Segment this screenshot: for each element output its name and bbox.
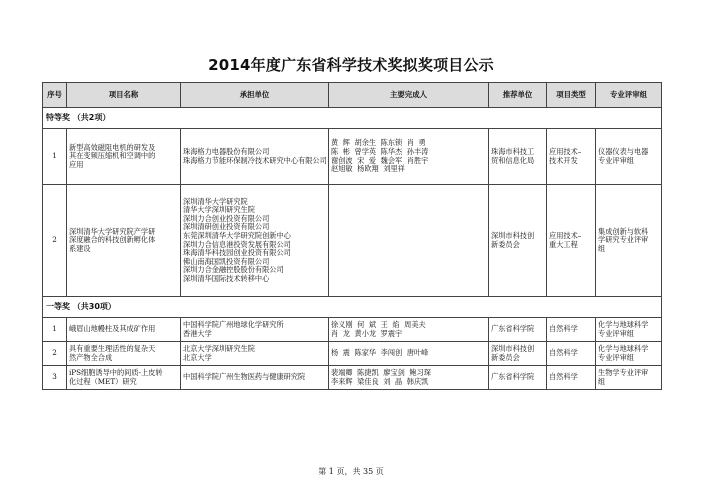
cell-line: 裴端卿 陈捷凯 廖宝剑 鲍习琛 [331,367,431,377]
cell-line: iPS细胞诱导中的间质-上皮转 [69,367,163,377]
section-row [43,297,662,318]
section-label-first: 一等奖 （共30项） [43,297,662,318]
cell-line: 贸和信息化局 [491,155,535,165]
cell-line: 珠海清华科技园创业投资有限公司 [183,248,291,258]
cell-line: 深圳力合创业投资有限公司 [183,213,270,223]
cell-line: 自然科学 [549,348,578,358]
cell-line: 新委员会 [491,352,520,362]
cell-recommender [489,185,547,297]
cell-line: 生物学专业评审 [598,367,649,377]
cell-line: 峨眉山地幔柱及其成矿作用 [69,324,156,334]
cell-recommender [489,129,547,185]
cell-line: 深圳清华大学研究院产学研 [69,226,156,236]
cell-line: 其在变频压缩机和空调中的 [69,151,156,161]
cell-units [181,318,329,342]
cell-line: 深圳清研创业投资有限公司 [183,222,270,232]
cell-units [181,129,329,185]
cell-name [67,366,181,390]
cell-line: 应用技术– [549,230,582,240]
table-row [43,366,662,390]
cell-line: 化学与地球科学 [598,319,649,329]
cell-units [181,185,329,297]
cell-no: 1 [43,318,67,342]
cell-line: 李来辉 梁佳良 刘 晶 韩庆凯 [331,376,429,386]
cell-line: 深圳力合信息港投资发展有限公司 [183,239,291,249]
cell-type [547,342,596,366]
cell-recommender [489,342,547,366]
table-row [43,185,662,297]
header-no: 序号 [43,83,67,108]
header-unit: 承担单位 [181,83,329,108]
section-label-special: 特等奖 （共2项） [43,108,662,129]
cell-line: 深圳清华大学研究院 [183,196,248,206]
cell-no: 2 [43,185,67,297]
cell-line: 广东省科学院 [491,372,535,382]
header-type: 项目类型 [547,83,596,108]
cell-line: 陈 彬 曾学英 陈华杰 孙丰涛 [331,146,429,156]
page-title: 2014年度广东省科学技术奖拟奖项目公示 [208,56,494,74]
cell-type [547,318,596,342]
cell-line: 珠海格力节能环保制冷技术研究中心有限公司 [183,155,327,165]
cell-line: 香港大学 [183,328,212,338]
cell-line: 专业评审组 [598,155,634,165]
cell-line: 深圳市科技创 [491,230,535,240]
cell-line: 学研究专业评审 [598,235,649,245]
cell-name [67,129,181,185]
cell-line: 北京大学 [183,352,212,362]
page-footer: 第 1 页，共 35 页 [318,467,384,476]
cell-no: 2 [43,342,67,366]
cell-people [329,342,489,366]
cell-line: 广东省科学院 [491,324,535,334]
cell-line: 组 [598,376,606,386]
cell-people [329,185,489,297]
cell-units [181,366,329,390]
award-table [42,82,662,390]
cell-line: 自然科学 [549,372,578,382]
cell-line: 黄 辉 胡余生 陈东锁 肖 勇 [331,138,426,148]
cell-line: 北京大学深圳研究生院 [183,343,255,353]
table-row [43,318,662,342]
cell-line: 新委员会 [491,239,520,249]
cell-group [596,342,662,366]
header-group: 专业评审组 [596,83,662,108]
cell-line: 深圳市科技创 [491,343,535,353]
table-row [43,342,662,366]
header-recommender: 推荐单位 [489,83,547,108]
cell-line: 杨 震 陈家华 李闯创 唐叶峰 [331,348,429,358]
cell-line: 重大工程 [549,239,578,249]
cell-type [547,129,596,185]
header-project-name: 项目名称 [67,83,181,108]
cell-line: 肖 龙 黄小龙 罗震宇 [331,328,403,338]
table-header-row [43,83,662,108]
cell-recommender [489,318,547,342]
cell-group [596,185,662,297]
cell-line: 深圳清华国际技术转移中心 [183,273,270,283]
cell-recommender [489,366,547,390]
cell-line: 东莞深圳清华大学研究院创新中心 [183,230,291,240]
cell-line: 新型高效磁阻电机的研发及 [69,142,156,152]
cell-line: 然产物全合成 [69,352,113,362]
cell-line: 中国科学院广州地球化学研究所 [183,319,284,329]
cell-line: 具有重要生理活性的复杂天 [69,343,156,353]
cell-line: 深度融合的科技创新孵化体 [69,235,156,245]
cell-group [596,366,662,390]
cell-line: 佛山南海国凯投资有限公司 [183,256,270,266]
cell-group [596,129,662,185]
cell-line: 专业评审组 [598,328,634,338]
section-row [43,108,662,129]
cell-line: 应用 [69,159,84,169]
cell-line: 系建设 [69,243,91,253]
cell-type [547,185,596,297]
cell-people [329,318,489,342]
cell-line: 赵旭敏 杨欧翔 刘里祥 [331,164,405,174]
cell-line: 谢创波 宋 爱 魏会军 肖胜宇 [331,155,429,165]
cell-units [181,342,329,366]
cell-line: 集成创新与软科 [598,226,649,236]
cell-name [67,185,181,297]
cell-name [67,342,181,366]
cell-line: 中国科学院广州生物医药与健康研究院 [183,372,306,382]
header-people: 主要完成人 [329,83,489,108]
cell-line: 清华大学深圳研究生院 [183,205,255,215]
cell-line: 徐义刚 何 斌 王 焰 周美夫 [331,319,426,329]
cell-type [547,366,596,390]
cell-no: 1 [43,129,67,185]
cell-line: 珠海市科技工 [491,146,535,156]
cell-group [596,318,662,342]
table-row [43,129,662,185]
cell-line: 技术开发 [549,155,578,165]
cell-no: 3 [43,366,67,390]
cell-people [329,366,489,390]
cell-line: 化过程（MET）研究 [69,376,137,386]
cell-people [329,129,489,185]
cell-line: 珠海格力电器股份有限公司 [183,146,270,156]
cell-line: 应用技术– [549,146,582,156]
cell-line: 组 [598,243,606,253]
cell-line: 自然科学 [549,324,578,334]
cell-line: 专业评审组 [598,352,634,362]
cell-line: 深圳力合金融控股股份有限公司 [183,265,284,275]
cell-line: 化学与地球科学 [598,343,649,353]
cell-line: 仪器仪表与电器 [598,146,649,156]
cell-name [67,318,181,342]
